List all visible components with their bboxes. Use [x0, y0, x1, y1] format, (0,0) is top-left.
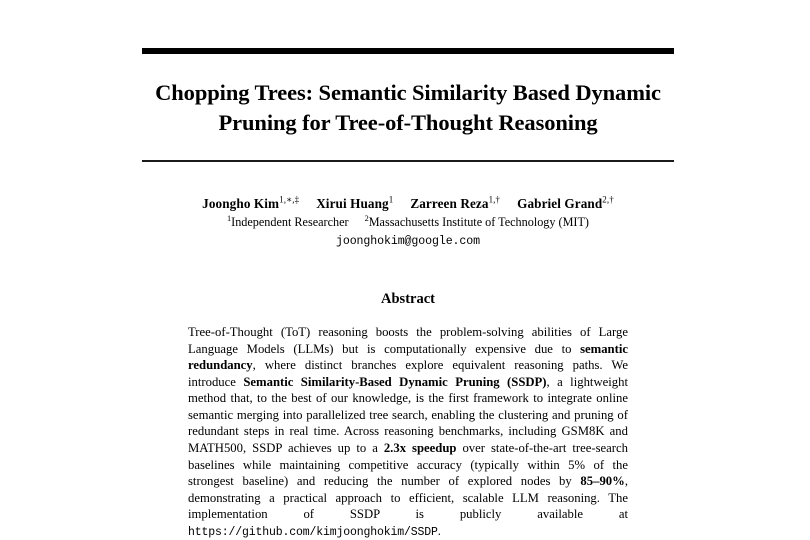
abstract-body	[188, 324, 628, 540]
affiliation-list	[142, 214, 674, 230]
author-marks: 2,†	[602, 194, 614, 205]
affiliation-entry	[365, 215, 589, 229]
page-title	[142, 78, 674, 138]
repository-url[interactable]: https://github.com/kimjoonghokim/SSDP	[188, 525, 438, 539]
author-marks: 1,†	[488, 194, 501, 205]
abstract-text-5: , demonstrating a practical approach to efficient, scalable LLM reasoning. The implementation of SSDP is publicly available at	[188, 474, 628, 522]
affiliation-entry	[227, 215, 349, 229]
affiliation-name: Independent Researcher	[231, 215, 349, 230]
author-name: Joongho Kim	[202, 195, 280, 211]
author-name: Xirui Huang	[316, 195, 389, 211]
contact-email: joonghokim@google.com	[335, 234, 480, 248]
author-list	[142, 195, 674, 213]
abstract-emphasis-semantic-redundancy: semantic redundancy	[188, 341, 628, 373]
abstract-heading: Abstract	[381, 291, 435, 308]
title-top-rule	[142, 48, 674, 54]
title-line-1: Chopping Trees: Semantic Similarity Based Dynamic	[155, 80, 661, 105]
title-line-2: Pruning for Tree-of-Thought Reasoning	[218, 109, 598, 135]
abstract-emphasis-ssdp: Semantic Similarity-Based Dynamic Pruning (SSDP)	[243, 374, 547, 389]
authors-block	[142, 195, 674, 249]
author-entry	[316, 196, 393, 211]
abstract-emphasis-node-reduction: 85–90%	[580, 474, 625, 489]
affiliation-marker: 1	[227, 214, 232, 224]
author-entry	[410, 196, 500, 211]
author-entry	[517, 196, 614, 211]
abstract-text-4: over state-of-the-art tree-search baselines while maintaining competitive accuracy (typically within 5% of the strongest baseline) and reducing the number of explored nodes by	[188, 440, 628, 489]
abstract-text-6: .	[437, 523, 441, 538]
abstract-text-2: , where distinct branches explore equivalent reasoning paths. We introduce	[188, 358, 628, 389]
abstract-emphasis-speedup: 2.3x speedup	[383, 440, 457, 455]
title-block	[142, 78, 674, 160]
author-entry	[202, 196, 299, 211]
author-name: Gabriel Grand	[517, 195, 603, 211]
author-name: Zarreen Reza	[410, 195, 489, 211]
title-bottom-rule	[142, 160, 674, 162]
author-marks: 1	[388, 194, 394, 205]
affiliation-marker: 2	[364, 214, 369, 224]
abstract-text-1: Tree-of-Thought (ToT) reasoning boosts the problem-solving abilities of Large Language Models (LLMs) but is computationally expensive due to	[188, 325, 628, 356]
abstract-text-3: , a lightweight method that, to the best of our knowledge, is the first framework to integrate online semantic merging into parallelized tree search, enabling the clustering and pruning of redundant steps in real time. Across reasoning benchmarks, including GSM8K and MATH500, SSDP achieves up to a	[188, 374, 628, 455]
paper-column	[142, 0, 674, 540]
author-marks: 1,∗,‡	[279, 194, 300, 205]
affiliation-name: Massachusetts Institute of Technology (MIT)	[368, 215, 589, 230]
